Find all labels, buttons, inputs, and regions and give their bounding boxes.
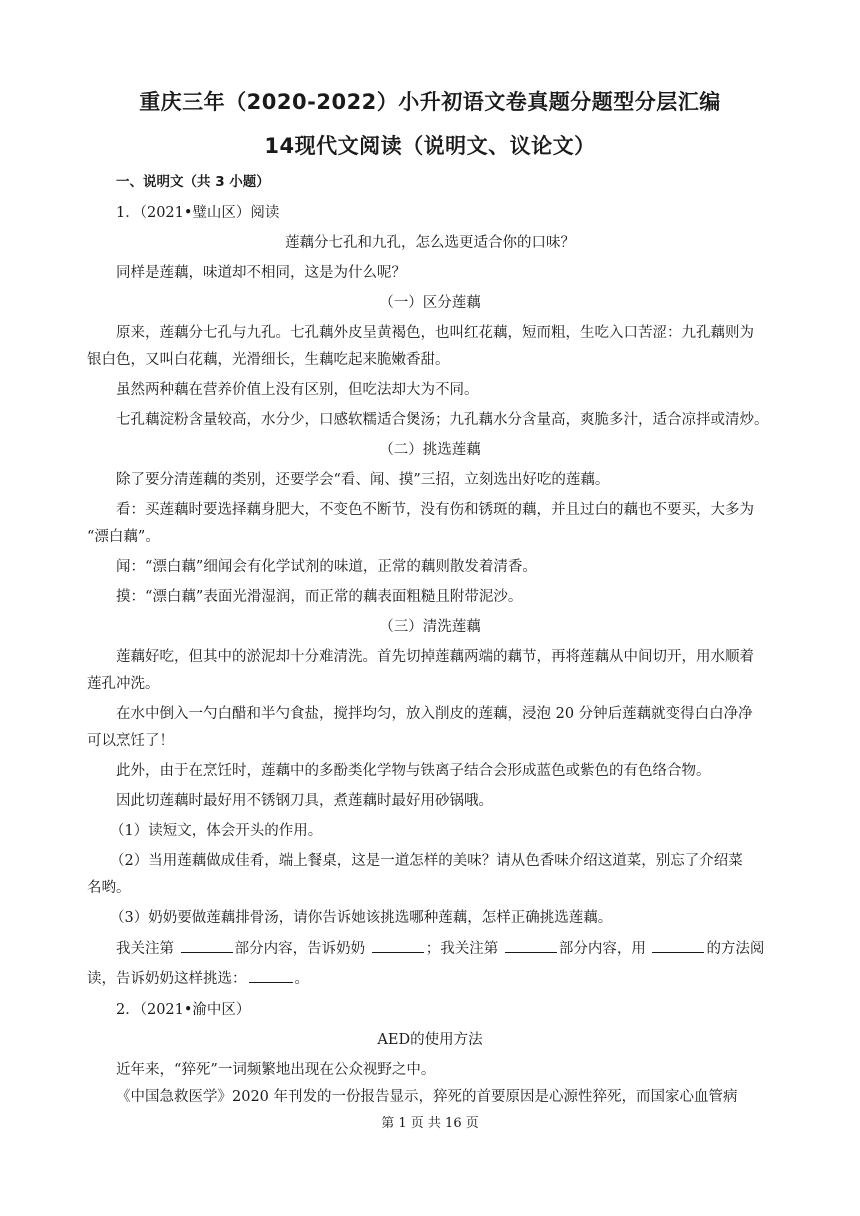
fill-text: 我关注第 xyxy=(116,941,174,957)
paragraph: 看：买莲藕时要选择藕身肥大，不变色不断节，没有伤和锈斑的藕，并且过白的藕也不要买，大多为 xyxy=(116,502,754,518)
answer-blank xyxy=(181,938,233,953)
document-title: 重庆三年（2020-2022）小升初语文卷真题分题型分层汇编 xyxy=(139,90,721,114)
subheading-1: （一）区分莲藕 xyxy=(379,295,481,311)
paragraph: 除了要分清莲藕的类别，还要学会“看、闻、摸”三招，立刻选出好吃的莲藕。 xyxy=(116,472,610,488)
paragraph: 闻：“漂白藕”细闻会有化学试剂的味道，正常的藕则散发着清香。 xyxy=(116,559,537,575)
paragraph: 莲藕好吃，但其中的淤泥却十分难清洗。首先切掉莲藕两端的藕节，再将莲藕从中间切开，用水顺着 xyxy=(116,649,754,665)
paragraph: 同样是莲藕，味道却不相同，这是为什么呢？ xyxy=(116,265,406,281)
paragraph: 七孔藕淀粉含量较高，水分少，口感软糯适合煲汤；九孔藕水分含量高，爽脆多汁，适合凉拌或清炒。 xyxy=(116,412,769,428)
fill-text: 读，告诉奶奶这样挑选： xyxy=(87,971,247,987)
sub-question-2: （2）当用莲藕做成佳肴，端上餐桌，这是一道怎样的美味？请从色香味介绍这道菜，别忘了介绍菜 xyxy=(110,853,743,869)
fill-text: 。 xyxy=(294,971,309,987)
sub-question-3: （3）奶奶要做莲藕排骨汤，请你告诉她该挑选哪种莲藕，怎样正确挑选莲藕。 xyxy=(110,910,613,926)
fill-text: 的方法阅 xyxy=(706,941,765,957)
answer-blank xyxy=(652,938,704,953)
answer-blank xyxy=(505,938,557,953)
subheading-3: （三）清洗莲藕 xyxy=(379,619,481,635)
paragraph: 原来，莲藕分七孔与九孔。七孔藕外皮呈黄褐色，也叫红花藕，短而粗，生吃入口苦涩：九孔藕则为 xyxy=(116,325,754,341)
fill-text: ；我关注第 xyxy=(425,941,499,957)
paragraph-continued: 莲孔冲洗。 xyxy=(87,676,160,692)
paragraph: 此外，由于在烹饪时，莲藕中的多酚类化学物与铁离子结合会形成蓝色或紫色的有色络合物。 xyxy=(116,763,711,779)
fill-text: 部分内容，用 xyxy=(558,941,646,957)
paragraph: 在水中倒入一勺白醋和半勺食盐，搅拌均匀，放入削皮的莲藕，浸泡 20 分钟后莲藕就变得白白净净 xyxy=(116,706,753,722)
paragraph-continued: 银白色，又叫白花藕，光滑细长，生藕吃起来脆嫩香甜。 xyxy=(87,352,450,368)
paragraph: 《中国急救医学》2020 年刊发的一份报告显示，猝死的首要原因是心源性猝死，而国家心血管病 xyxy=(116,1089,738,1105)
article-1-title: 莲藕分七孔和九孔，怎么选更适合你的口味？ xyxy=(285,235,575,251)
question-1-heading: 1．（2021•璧山区）阅读 xyxy=(116,205,280,221)
sub-question-1: （1）读短文，体会开头的作用。 xyxy=(110,823,323,839)
fill-in-line-2 xyxy=(87,968,787,989)
paragraph-continued: “漂白藕”。 xyxy=(87,529,160,545)
question-2-heading: 2．（2021•渝中区） xyxy=(116,1002,251,1018)
paragraph-continued: 可以烹饪了！ xyxy=(87,733,174,749)
answer-blank xyxy=(372,938,424,953)
document-subtitle: 14现代文阅读（说明文、议论文） xyxy=(264,134,596,158)
paragraph: 摸：“漂白藕”表面光滑湿润，而正常的藕表面粗糙且附带泥沙。 xyxy=(116,589,523,605)
fill-in-line-1 xyxy=(116,938,816,959)
sub-question-2-continued: 名哟。 xyxy=(87,880,131,896)
subheading-2: （二）挑选莲藕 xyxy=(379,442,481,458)
paragraph: 虽然两种藕在营养价值上没有区别，但吃法却大为不同。 xyxy=(116,382,479,398)
section-heading: 一、说明文（共 3 小题） xyxy=(116,174,270,190)
paragraph: 因此切莲藕时最好用不锈钢刀具，煮莲藕时最好用砂锅哦。 xyxy=(116,793,493,809)
article-2-title: AED的使用方法 xyxy=(377,1032,483,1048)
answer-blank xyxy=(249,968,293,983)
paragraph: 近年来，“猝死”一词频繁地出现在公众视野之中。 xyxy=(116,1062,436,1078)
page-footer: 第 1 页 共 16 页 xyxy=(381,1116,479,1131)
fill-text: 部分内容，告诉奶奶 xyxy=(234,941,366,957)
